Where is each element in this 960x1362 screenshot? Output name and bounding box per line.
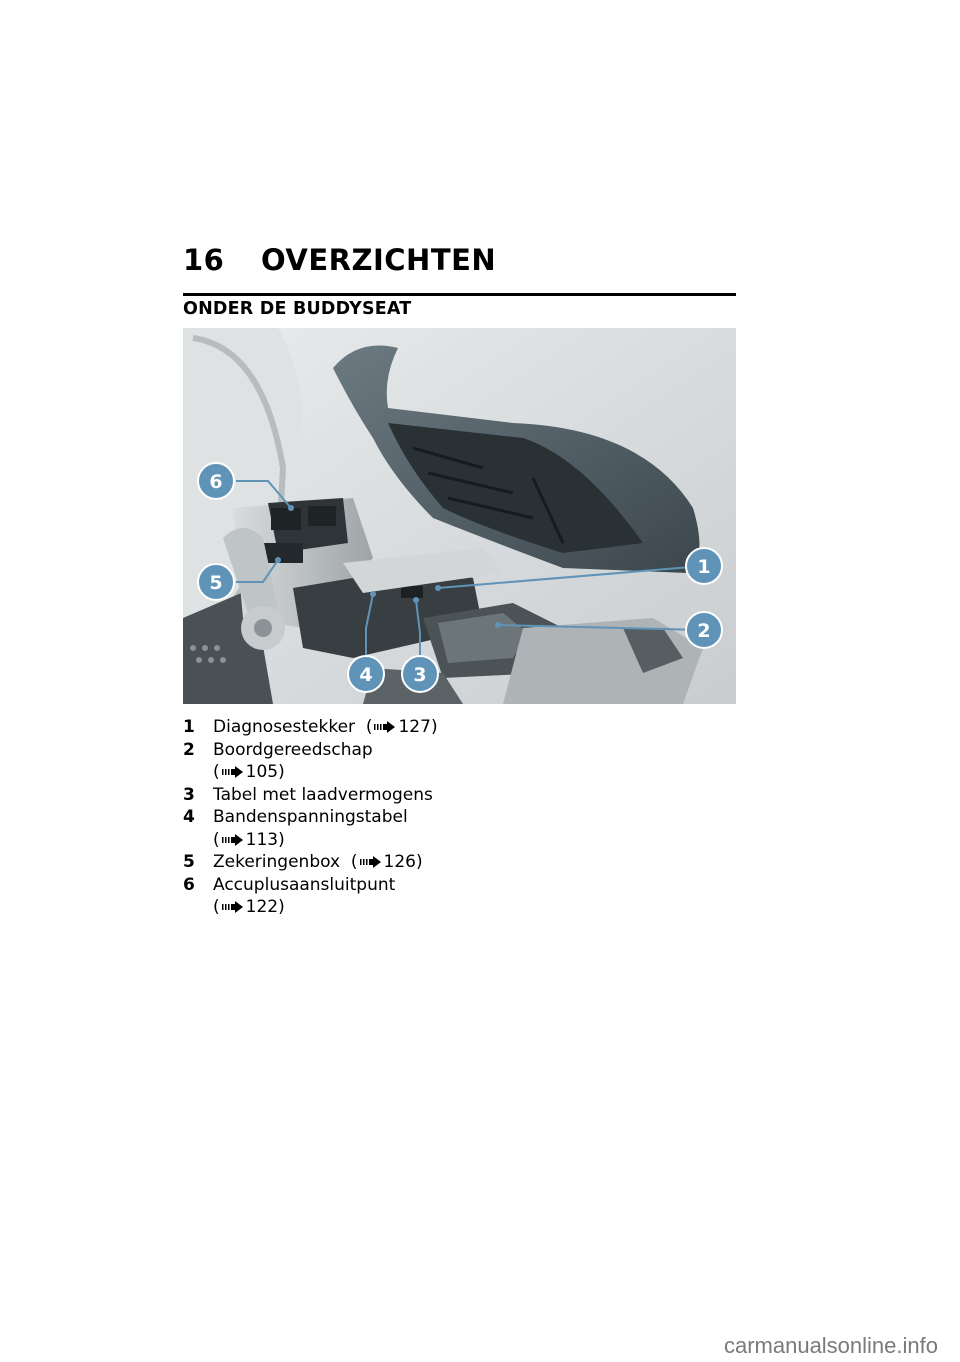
callout-5 [198,564,234,600]
page-reference[interactable]: ( 122) [213,897,285,917]
callout-label: 4 [359,664,373,686]
callout-label: 6 [209,471,223,493]
legend-text: Zekeringenbox [213,852,341,872]
page-number: 122 [245,897,279,917]
callout-label: 1 [697,556,711,578]
legend-text: Tabel met laadvermogens [213,784,433,805]
callout-3 [402,656,438,692]
legend-text: Diagnosestekker [213,717,356,737]
chapter-heading [183,240,496,280]
page-reference[interactable]: ( 113) [213,829,285,850]
legend-item-6 [183,874,443,919]
callout-label: 3 [413,664,427,686]
legend-text: Accuplusaansluitpunt [213,874,396,895]
legend-number: 2 [183,739,195,760]
legend-item-1 [183,716,443,739]
legend-item-5 [183,851,443,874]
page-arrow-icon [374,721,396,733]
motorcycle-figure [183,328,736,704]
page-reference[interactable]: ( 105) [213,762,285,782]
legend-text: Bandenspanningstabel [213,807,408,827]
callout-4 [348,656,384,692]
legend-list [183,716,443,919]
legend-item-3 [183,784,443,807]
legend-number: 6 [183,874,195,895]
legend-item-2 [183,739,443,784]
page-number: 127 [398,717,431,737]
legend-number: 1 [183,717,195,737]
legend-text: Boordgereedschap [213,739,373,760]
legend-number: 4 [183,807,195,827]
page-arrow-icon [222,766,244,778]
callout-1 [686,548,722,584]
callout-2 [686,612,722,648]
section-title: ONDER DE BUDDYSEAT [183,299,412,319]
heading-rule [183,293,736,296]
chapter-title: OVERZICHTEN [261,243,497,277]
page-number: 105 [245,762,279,782]
page-reference[interactable]: ( 127) [365,717,438,737]
page-reference[interactable]: ( 126) [350,852,423,872]
callout-label: 2 [697,620,711,642]
legend-number: 3 [183,784,195,805]
page-arrow-icon [360,856,382,868]
page-number: 126 [383,852,416,872]
page-arrow-icon [222,834,244,846]
chapter-number: 16 [183,243,225,277]
under-seat-illustration [183,328,736,704]
legend-number: 5 [183,852,195,872]
callout-6 [198,463,234,499]
callout-label: 5 [209,572,223,594]
page-arrow-icon [222,901,244,913]
watermark: carmanualsonline.info [723,1333,938,1358]
legend-item-4 [183,806,443,851]
page-number: 113 [245,829,279,850]
